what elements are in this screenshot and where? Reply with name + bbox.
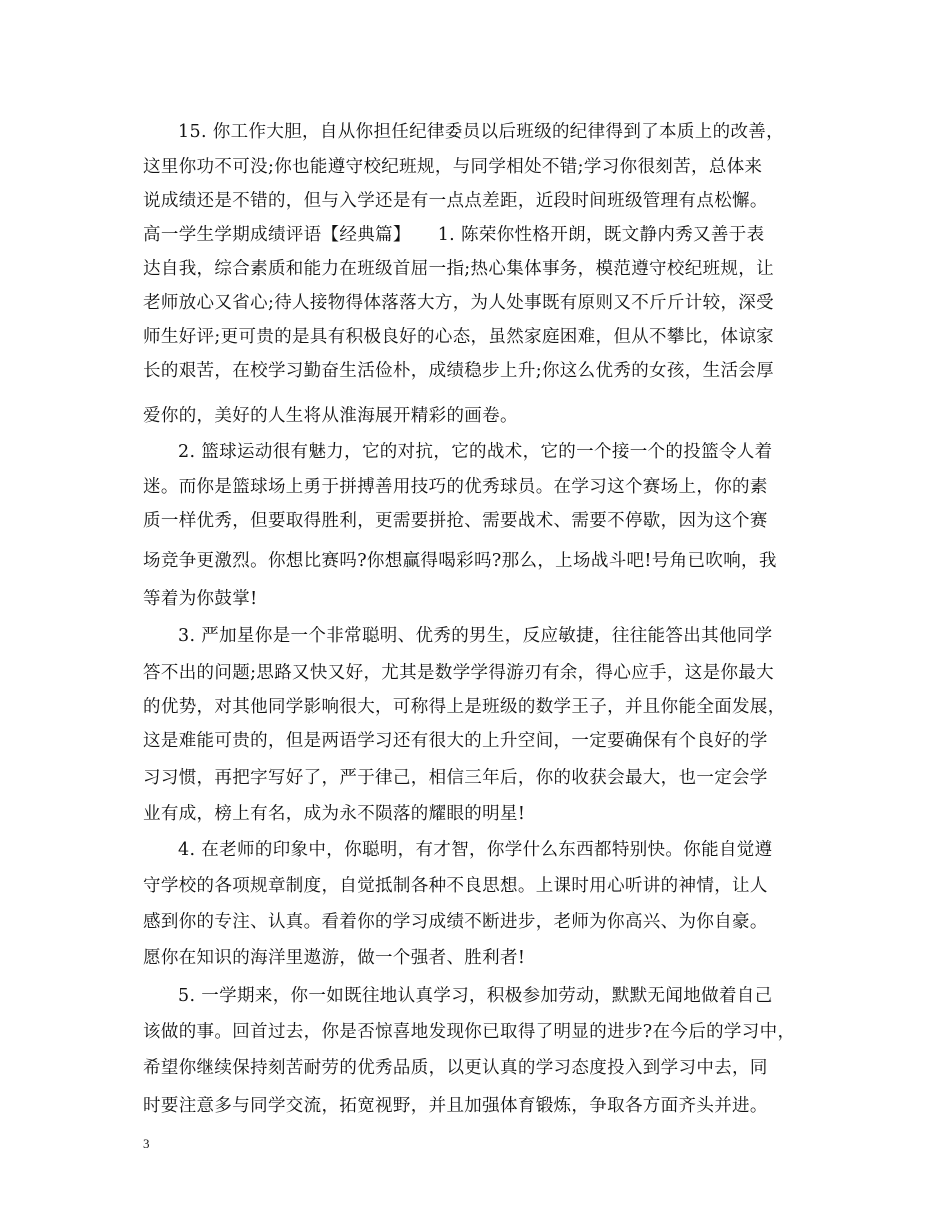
text-line: 说成绩还是不错的，但与入学还是有一点点差距，近段时间班级管理有点松懈。 xyxy=(143,191,768,211)
text-line: 长的艰苦，在校学习勤奋生活俭朴，成绩稳步上升;你这么优秀的女孩，生活会厚 xyxy=(143,361,774,381)
text-line: 老师放心又省心;待人接物得体落落大方，为人处事既有原则又不斤斤计较，深受 xyxy=(143,293,774,313)
text-line: 这是难能可贵的，但是两语学习还有很大的上升空间，一定要确保有个良好的学 xyxy=(143,731,768,751)
text-line: 3. 严加星你是一个非常聪明、优秀的男生，反应敏捷，往往能答出其他同学 xyxy=(178,626,773,646)
text-line: 质一样优秀，但要取得胜利，更需要拼抢、需要战术、需要不停歇，因为这个赛 xyxy=(143,511,768,531)
text-line: 的优势，对其他同学影响很大，可称得上是班级的数学王子，并且你能全面发展， xyxy=(143,697,786,717)
text-line: 迷。而你是篮球场上勇于拼搏善用技巧的优秀球员。在学习这个赛场上，你的素 xyxy=(143,477,768,497)
section-heading-line: 高一学生学期成绩评语【经典篇】 1. 陈荣你性格开朗，既文静内秀又善于表 xyxy=(143,225,765,245)
text-line: 希望你继续保持刻苦耐劳的优秀品质，以更认真的学习态度投入到学习中去，同 xyxy=(143,1058,768,1078)
text-line: 达自我，综合素质和能力在班级首屈一指;热心集体事务，模范遵守校纪班规，让 xyxy=(143,259,774,279)
text-line: 愿你在知识的海洋里遨游，做一个强者、胜利者! xyxy=(143,948,526,968)
text-line: 爱你的，美好的人生将从淮海展开精彩的画卷。 xyxy=(143,406,518,426)
text-line: 15. 你工作大胆，自从你担任纪律委员以后班级的纪律得到了本质上的改善， xyxy=(178,122,784,142)
text-line: 师生好评;更可贵的是具有积极良好的心态，虽然家庭困难，但从不攀比，体谅家 xyxy=(143,327,774,347)
text-line: 该做的事。回首过去，你是否惊喜地发现你已取得了明显的进步?在今后的学习中， xyxy=(143,1022,796,1042)
text-line: 2. 篮球运动很有魅力，它的对抗，它的战术，它的一个接一个的投篮令人着 xyxy=(178,442,773,462)
text-line: 场竞争更激烈。你想比赛吗?你想赢得喝彩吗?那么，上场战斗吧!号角已吹响，我 xyxy=(143,551,777,571)
text-line: 答不出的问题;思路又快又好，尤其是数学学得游刃有余，得心应手，这是你最大 xyxy=(143,663,774,683)
text-line: 这里你功不可没;你也能遵守校纪班规，与同学相处不错;学习你很刻苦，总体来 xyxy=(143,157,763,177)
text-line: 4. 在老师的印象中，你聪明，有才智，你学什么东西都特别快。你能自觉遵 xyxy=(178,840,773,860)
text-line: 等着为你鼓掌! xyxy=(143,589,258,609)
text-line: 习习惯，再把字写好了，严于律己，相信三年后，你的收获会最大，也一定会学 xyxy=(143,768,768,788)
text-line: 5. 一学期来，你一如既往地认真学习，积极参加劳动，默默无闻地做着自己 xyxy=(178,986,773,1006)
text-line: 业有成，榜上有名，成为永不陨落的耀眼的明星! xyxy=(143,804,526,824)
text-line: 时要注意多与同学交流，拓宽视野，并且加强体育锻炼，争取各方面齐头并进。 xyxy=(143,1096,768,1116)
text-line: 感到你的专注、认真。看着你的学习成绩不断进步，老师为你高兴、为你自豪。 xyxy=(143,912,768,932)
page-number: 3 xyxy=(143,1136,150,1151)
text-line: 守学校的各项规章制度，自觉抵制各种不良思想。上课时用心听讲的神情，让人 xyxy=(143,876,768,896)
